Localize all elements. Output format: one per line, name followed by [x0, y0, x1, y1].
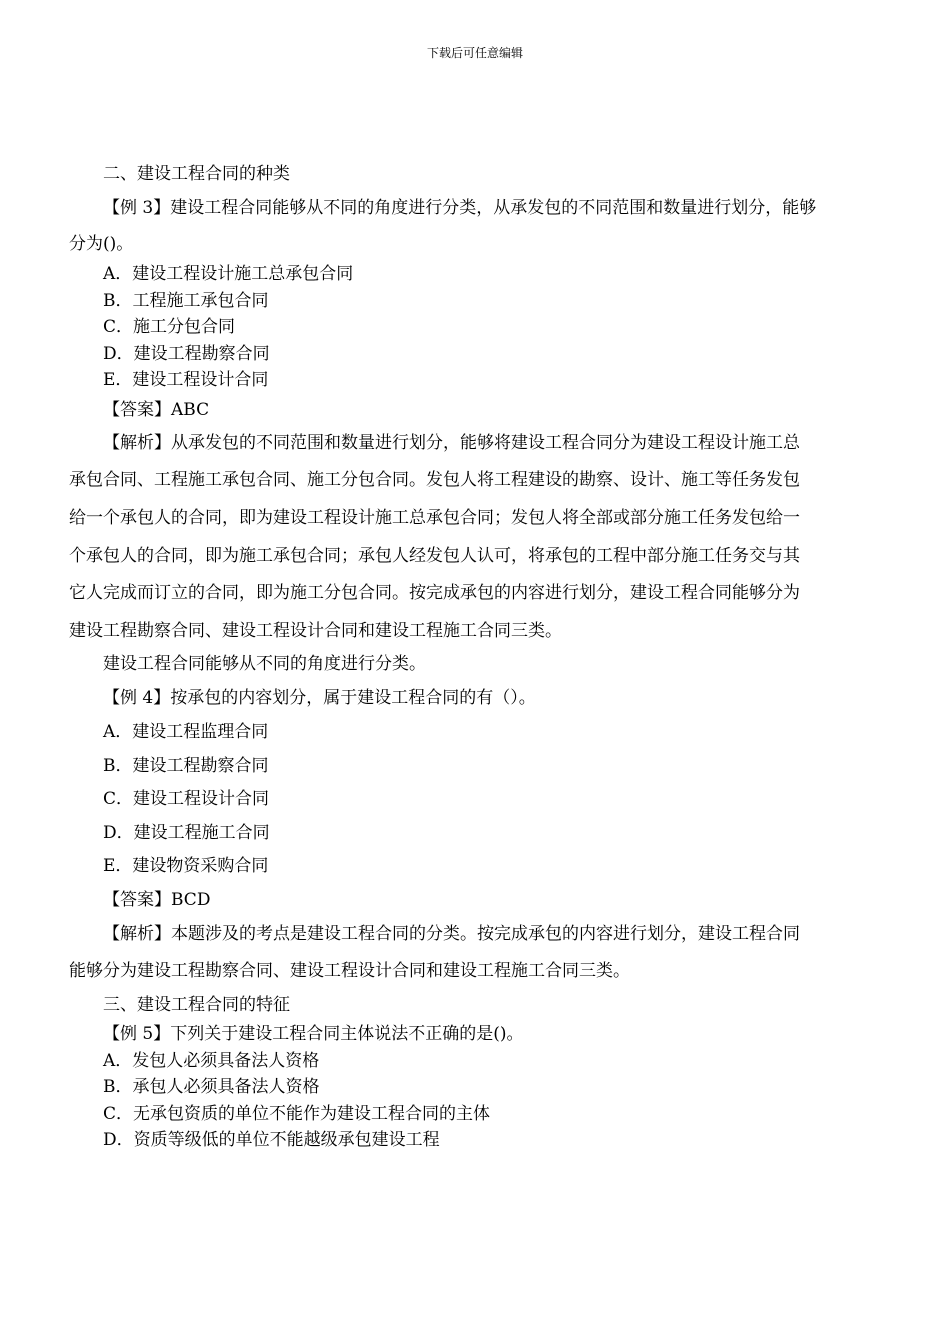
section-heading-types: 二、建设工程合同的种类 — [103, 164, 290, 184]
answer: 【答案】BCD — [103, 890, 211, 910]
option-b: B．工程施工承包合同 — [103, 291, 269, 311]
summary-note: 建设工程合同能够从不同的角度进行分类。 — [103, 654, 426, 674]
analysis-cont: 个承包人的合同，即为施工承包合同；承包人经发包人认可，将承包的工程中部分施工任务交与其 — [69, 546, 800, 566]
analysis-cont: 能够分为建设工程勘察合同、建设工程设计合同和建设工程施工合同三类。 — [69, 961, 630, 981]
option-b: B．建设工程勘察合同 — [103, 756, 269, 776]
analysis-cont: 它人完成而订立的合同，即为施工分包合同。按完成承包的内容进行划分，建设工程合同能够分为 — [69, 583, 800, 603]
option-e: E．建设工程设计合同 — [103, 370, 269, 390]
section-heading-features: 三、建设工程合同的特征 — [103, 995, 290, 1015]
option-e: E．建设物资采购合同 — [103, 856, 269, 876]
analysis: 【解析】本题涉及的考点是建设工程合同的分类。按完成承包的内容进行划分，建设工程合同 — [103, 924, 800, 944]
analysis-cont: 给一个承包人的合同，即为建设工程设计施工总承包合同；发包人将全部或部分施工任务发包给一 — [69, 508, 800, 528]
option-a: A．发包人必须具备法人资格 — [103, 1051, 320, 1071]
example-5-question: 【例 5】下列关于建设工程合同主体说法不正确的是()。 — [103, 1024, 524, 1044]
option-a: A．建设工程监理合同 — [103, 722, 269, 742]
answer: 【答案】ABC — [103, 400, 210, 420]
analysis-cont: 建设工程勘察合同、建设工程设计合同和建设工程施工合同三类。 — [69, 621, 562, 641]
page-header: 下载后可任意编辑 — [426, 46, 523, 60]
analysis: 【解析】从承发包的不同范围和数量进行划分，能够将建设工程合同分为建设工程设计施工总 — [103, 433, 800, 453]
example-3-question: 【例 3】建设工程合同能够从不同的角度进行分类，从承发包的不同范围和数量进行划分，能够 — [103, 198, 817, 218]
option-c: C．施工分包合同 — [103, 317, 236, 337]
option-d: D．资质等级低的单位不能越级承包建设工程 — [103, 1130, 440, 1150]
analysis-cont: 承包合同、工程施工承包合同、施工分包合同。发包人将工程建设的勘察、设计、施工等任务发包 — [69, 470, 800, 490]
example-4-question: 【例 4】按承包的内容划分，属于建设工程合同的有（）。 — [103, 688, 536, 708]
example-3-question-cont: 分为()。 — [69, 234, 134, 254]
option-c: C．建设工程设计合同 — [103, 789, 270, 809]
option-a: A．建设工程设计施工总承包合同 — [103, 264, 354, 284]
option-d: D．建设工程勘察合同 — [103, 344, 270, 364]
option-b: B．承包人必须具备法人资格 — [103, 1077, 320, 1097]
option-d: D．建设工程施工合同 — [103, 823, 270, 843]
option-c: C．无承包资质的单位不能作为建设工程合同的主体 — [103, 1104, 491, 1124]
